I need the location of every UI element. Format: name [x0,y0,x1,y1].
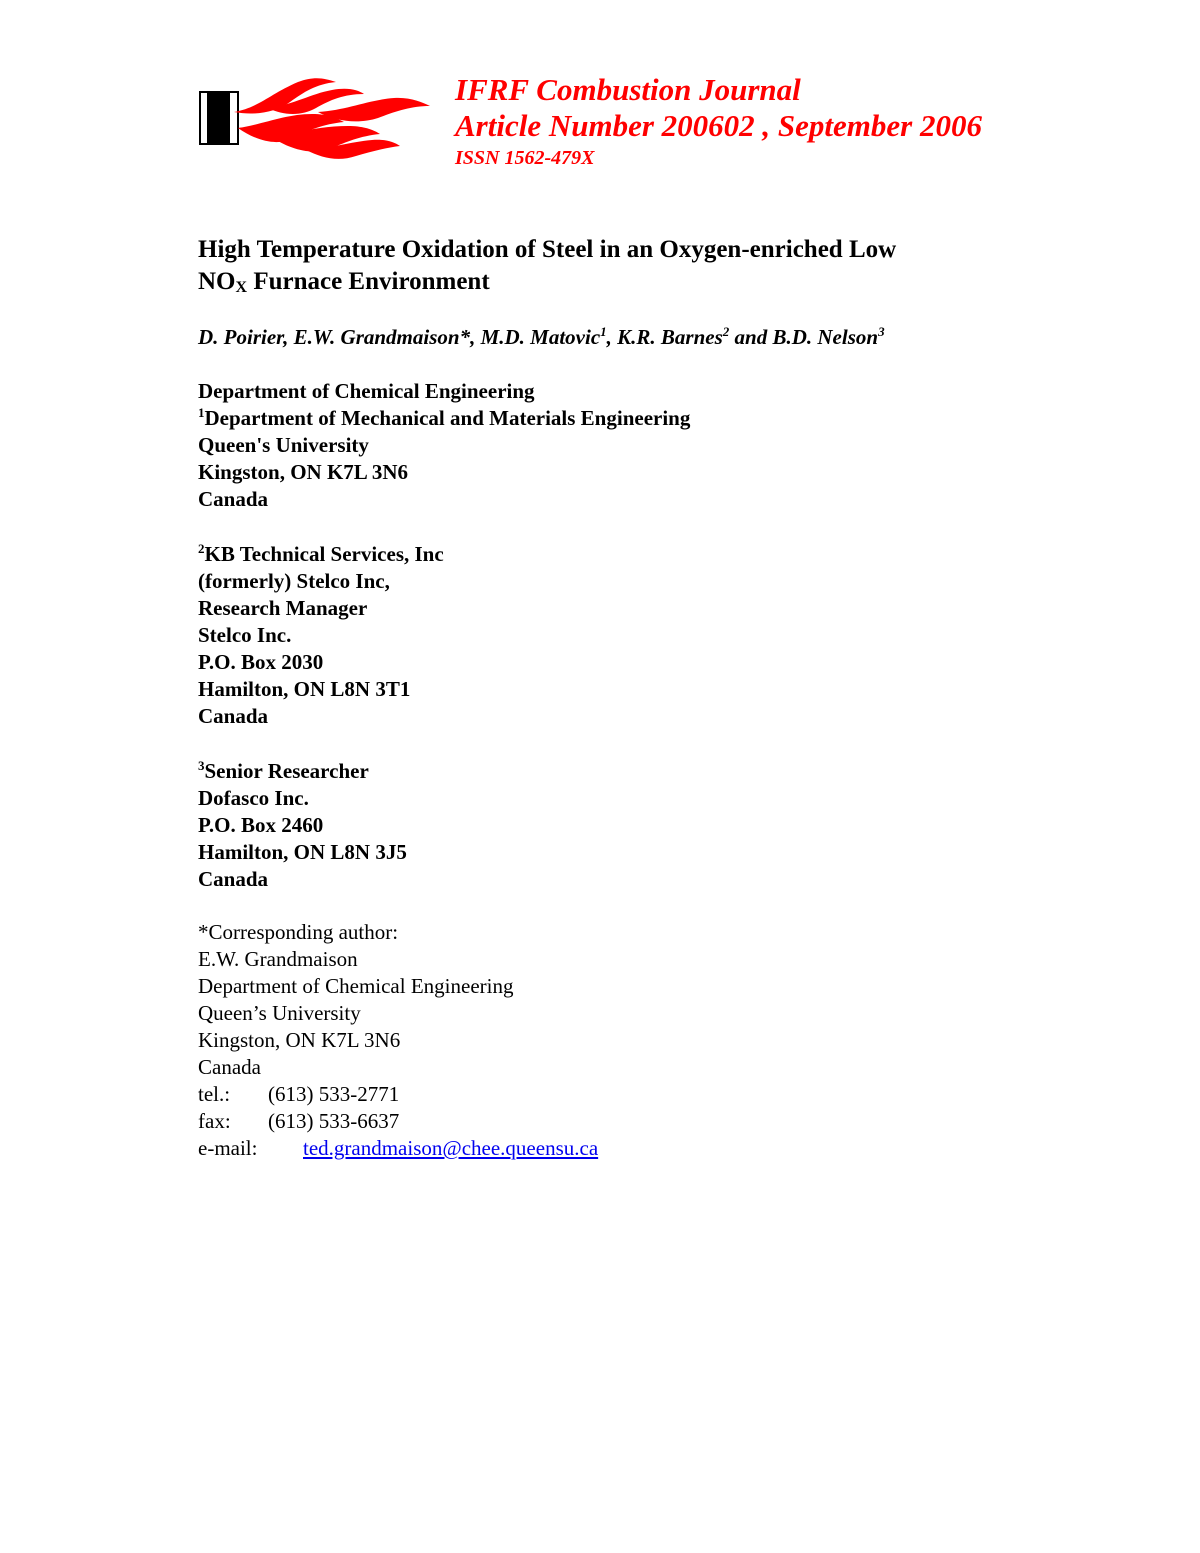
affiliation-line [198,812,407,839]
affiliation-text: Senior Researcher [204,759,369,783]
affiliation-line [198,378,690,405]
author-superscript: 3 [878,324,885,339]
author-list [198,324,885,351]
affiliation-text: KB Technical Services, Inc [204,542,444,566]
affiliation-text: (formerly) Stelco Inc, [198,569,390,593]
tel-row [198,1081,598,1108]
fax-label: fax: [198,1109,231,1133]
affiliation-superscript: 1 [198,405,205,420]
paper-title [198,234,998,298]
affiliation-block [198,541,444,730]
email-label: e-mail: [198,1136,258,1160]
affiliation-text: Hamilton, ON L8N 3J5 [198,840,407,864]
affiliation-line [198,866,407,893]
affiliation-text: Research Manager [198,596,368,620]
flame-logo-icon [198,70,433,165]
affiliation-line [198,432,690,459]
tel-value: (613) 533-2771 [268,1082,400,1106]
affiliation-block [198,378,690,513]
corresponding-department: Department of Chemical Engineering [198,974,514,998]
title-nox: NO [198,268,236,295]
title-nox-subscript: X [235,279,248,296]
author-group: D. Poirier, E.W. Grandmaison*, M.D. Matovic [198,325,601,349]
affiliation-text: Dofasco Inc. [198,786,309,810]
affiliation-text: Canada [198,704,269,728]
affiliation-text: P.O. Box 2460 [198,813,324,837]
author-superscript: 2 [722,324,730,339]
affiliation-text: Department of Chemical Engineering [198,379,535,403]
corresponding-university: Queen’s University [198,1001,361,1025]
ifrf-logo [198,70,433,165]
fax-value: (613) 533-6637 [268,1109,400,1133]
affiliation-text: Kingston, ON K7L 3N6 [198,460,409,484]
email-row [198,1135,598,1162]
affiliation-block [198,758,407,893]
affiliation-line [198,649,444,676]
affiliation-line [198,405,690,432]
affiliation-text: Hamilton, ON L8N 3T1 [198,677,411,701]
journal-title: IFRF Combustion Journal [455,72,801,107]
affiliation-line [198,459,690,486]
affiliation-line [198,785,407,812]
affiliation-line [198,839,407,866]
affiliation-line [198,703,444,730]
affiliation-line [198,595,444,622]
affiliation-text: Queen's University [198,433,369,457]
corresponding-name: E.W. Grandmaison [198,947,358,971]
corresponding-heading: *Corresponding author: [198,920,399,944]
corresponding-author-block [198,919,598,1162]
corresponding-city: Kingston, ON K7L 3N6 [198,1028,401,1052]
affiliation-line [198,568,444,595]
affiliation-text: P.O. Box 2030 [198,650,324,674]
issn: ISSN 1562-479X [455,147,595,169]
affiliation-line [198,758,407,785]
author-superscript: 1 [600,324,607,339]
affiliation-text: Stelco Inc. [198,623,292,647]
tel-label: tel.: [198,1082,231,1106]
paper-title-line-2 [198,266,998,298]
affiliation-line [198,486,690,513]
fax-row [198,1108,598,1135]
affiliation-line [198,676,444,703]
email-link[interactable]: ted.grandmaison@chee.queensu.ca [303,1136,599,1160]
paper-title-line-1: High Temperature Oxidation of Steel in an Oxygen-enriched Low [198,236,897,263]
affiliation-superscript: 2 [198,541,205,556]
affiliation-text: Canada [198,867,269,891]
author-group: and B.D. Nelson [729,325,879,349]
affiliation-superscript: 3 [198,758,205,773]
affiliation-text: Department of Mechanical and Materials Engineering [204,406,691,430]
affiliation-line [198,622,444,649]
affiliation-line [198,541,444,568]
affiliation-text: Canada [198,487,269,511]
article-number: Article Number 200602 , September 2006 [455,108,982,143]
author-group: , K.R. Barnes [606,325,723,349]
corresponding-country: Canada [198,1055,261,1079]
title-remainder: Furnace Environment [247,268,490,295]
